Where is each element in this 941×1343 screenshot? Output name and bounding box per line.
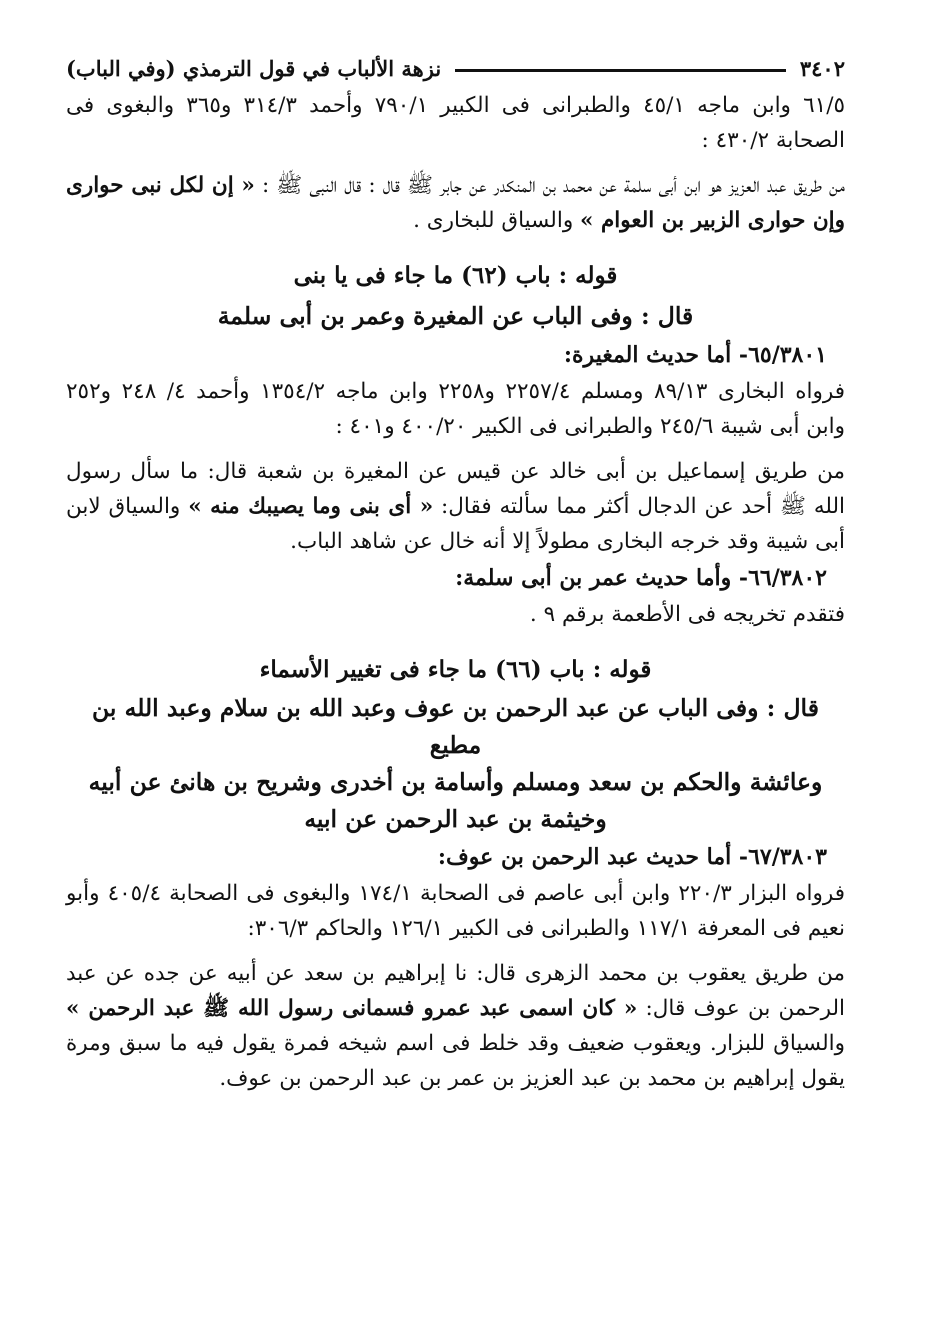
hadith-67-chain-text: من طريق يعقوب بن محمد الزهرى قال: نا إبراهيم بن سعد عن أبيه عن جده عن عبد الرحمن بن عوف قال: (66, 961, 846, 1021)
hadith-65-chain-paragraph (66, 454, 845, 559)
intro-references: ٦١/٥ وابن ماجه ٤٥/١ والطبرانى فى الكبير ٧٩٠/١ وأحمد ٣١٤/٣ و٣٦٥ والبغوى فى الصحابة ٤٣٠/٢ : (66, 93, 846, 153)
intro-hadith-quote: « إن لكل نبى حوارى وإن حوارى الزبير بن العوام » (66, 173, 845, 233)
intro-chain-paragraph (66, 168, 845, 238)
chapter-62-subheading: قال : وفى الباب عن المغيرة وعمر بن أبى سلمة (217, 302, 694, 330)
hadith-67-chain-end: والسياق للبزار. ويعقوب ضعيف وقد خلط فى اسم شيخه فمرة يقول فيه ما سبق ومرة يقول إبراهيم بن محمد بن عبد العزيز بن عمر بن عبد الرحمن بن عوف. (66, 1031, 845, 1091)
chapter-66-subheading-line-3: وخيثمة بن عبد الرحمن عن ابيه (304, 805, 607, 833)
hadith-65-chain-end: والسياق لابن أبى شيبة وقد خرجه البخارى مطولاً إلا أنه خال عن شاهد الباب. (66, 494, 845, 554)
intro-chain-end: والسياق للبخارى . (413, 208, 581, 233)
hadith-65-chain-text: من طريق إسماعيل بن أبى خالد عن قيس عن المغيرة بن شعبة قال: ما سأل رسول الله ﷺ أحد عن الدجال أكثر مما سألته فقال: (66, 459, 845, 519)
header-rule (455, 69, 786, 72)
chapter-66-subheading-line-2: وعائشة والحكم بن سعد ومسلم وأسامة بن أخدرى وشريح بن هانئ عن أبيه (88, 768, 823, 796)
hadith-67-title: ٦٧/٣٨٠٣- أما حديث عبد الرحمن بن عوف: (437, 844, 827, 870)
hadith-67-chain-paragraph (66, 956, 845, 1096)
hadith-67-quote: « كان اسمى عبد عمرو فسمانى رسول الله ﷺ عبد الرحمن » (66, 996, 638, 1021)
hadith-65-quote: « أى بنى وما يصيبك منه » (188, 494, 434, 519)
chapter-66-heading: قوله : باب (٦٦) ما جاء فى تغيير الأسماء (259, 656, 652, 683)
chapter-62-heading: قوله : باب (٦٢) ما جاء فى يا بنى (293, 262, 618, 289)
running-header (66, 48, 845, 88)
hadith-66-text: فتقدم تخريجه فى الأطعمة برقم ٩ . (529, 602, 845, 627)
hadith-65-references: فرواه البخارى ٨٩/١٣ ومسلم ٢٢٥٧/٤ و٢٢٥٨ وابن ماجه ١٣٥٤/٢ وأحمد ٤/ ٢٤٨ و٢٥٢ وابن أبى شيبة ٢٤٥/٦ والطبرانى فى الكبير ٤٠٠/٢٠ و٤٠١ : (66, 379, 845, 439)
intro-chain-text: من طريق عبد العزيز هو ابن أبى سلمة عن محمد بن المنكدر عن جابر ﷺ قال : قال النبى ﷺ : (254, 173, 845, 198)
book-title: نزهة الألباب في قول الترمذي (وفي الباب) (66, 55, 442, 81)
hadith-66-title: ٦٦/٣٨٠٢- وأما حديث عمر بن أبى سلمة: (455, 565, 827, 591)
hadith-65-title: ٦٥/٣٨٠١- أما حديث المغيرة: (563, 342, 827, 368)
page-number: ٣٤٠٢ (799, 55, 845, 81)
chapter-66-subheading-line-1: قال : وفى الباب عن عبد الرحمن بن عوف وعبد الله بن سلام وعبد الله بن مطيع (92, 694, 819, 759)
hadith-67-references: فرواه البزار ٢٢٠/٣ وابن أبى عاصم فى الصحابة ١٧٤/١ والبغوى فى الصحابة ٤٠٥/٤ وأبو نعيم فى المعرفة ١١٧/١ والطبرانى فى الكبير ١٢٦/١ والحاكم ٣٠٦/٣: (66, 881, 846, 941)
